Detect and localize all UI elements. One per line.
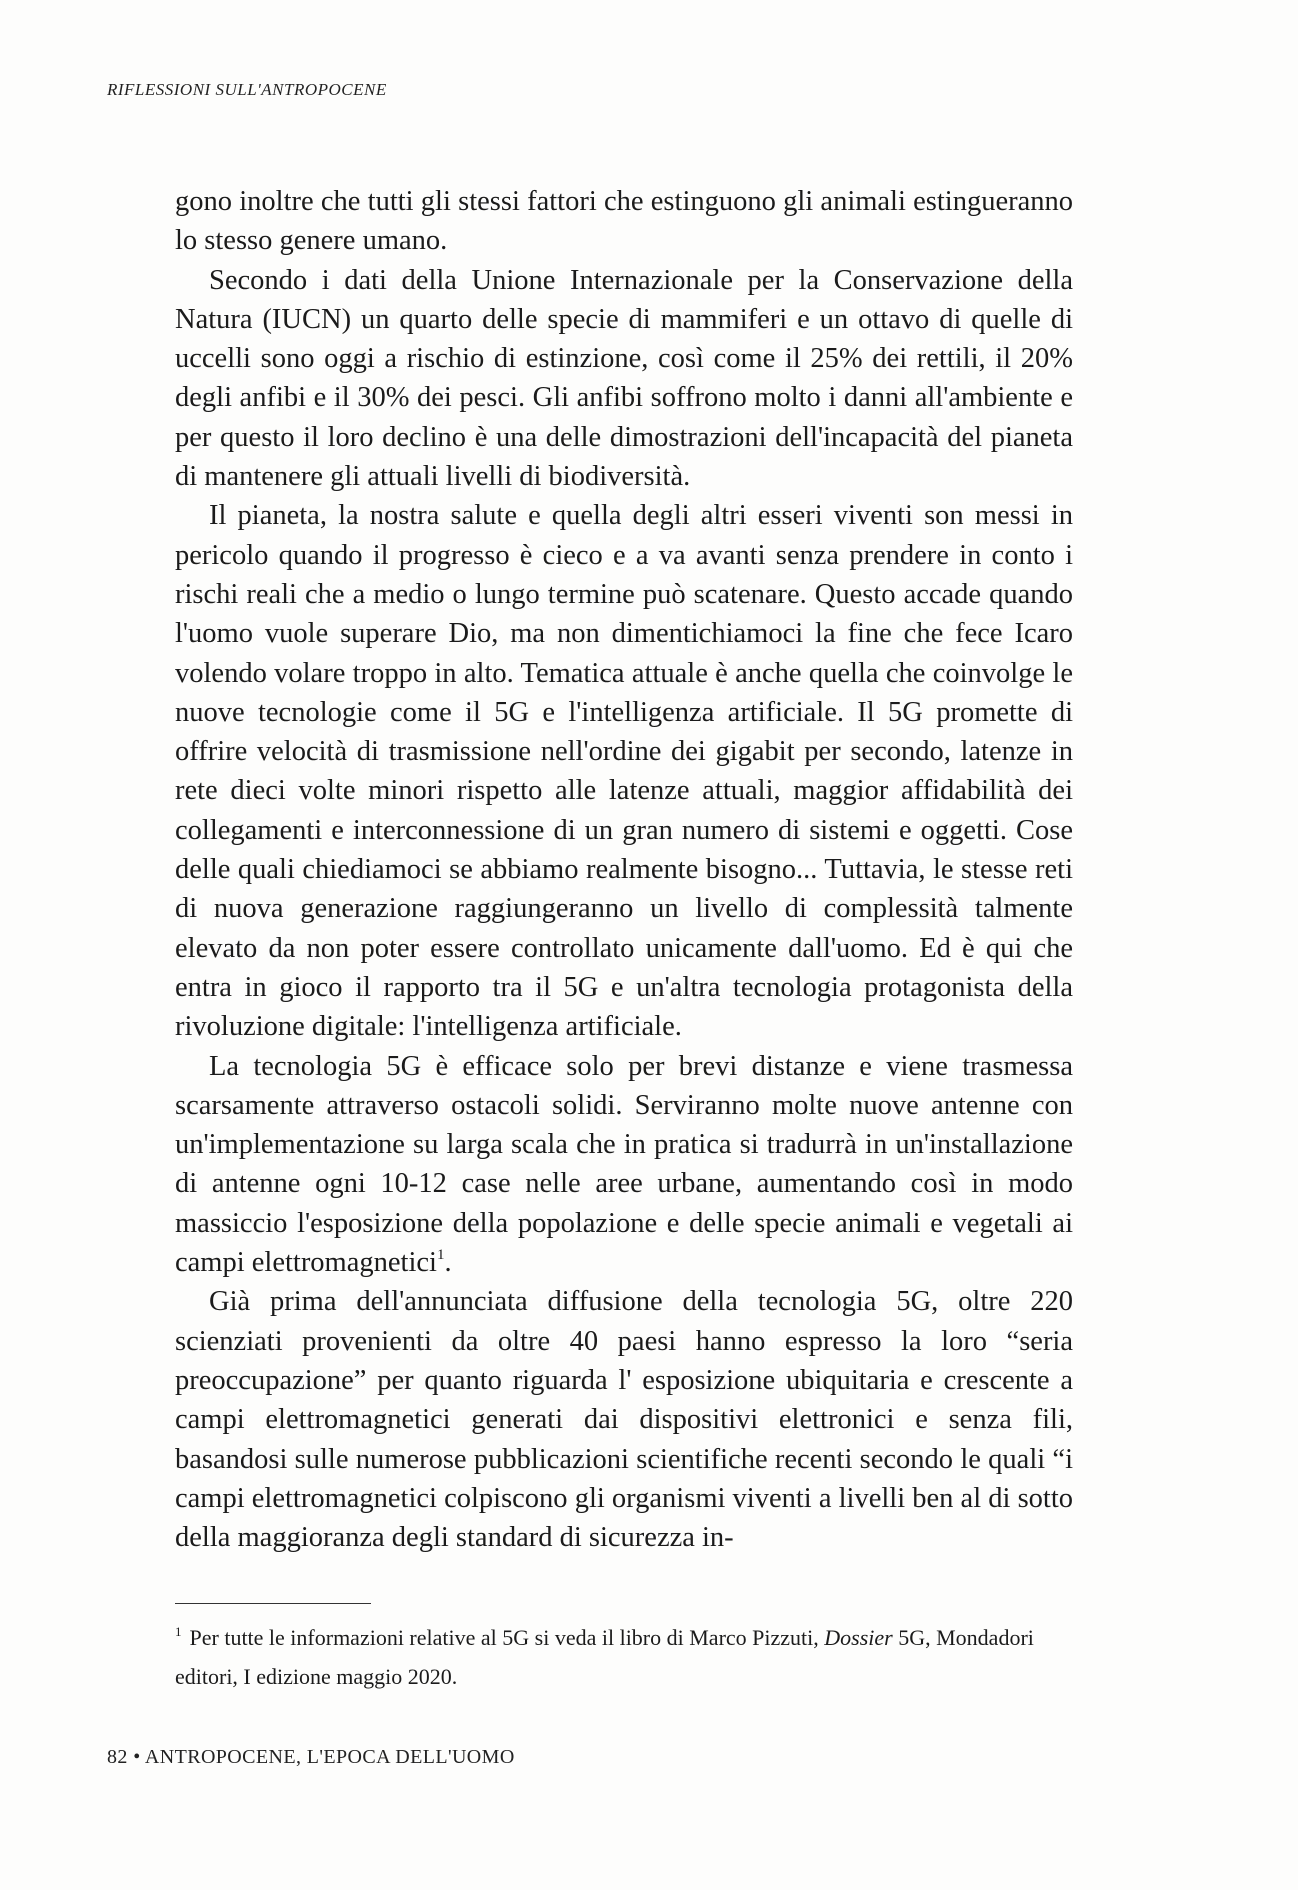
- body-text: [175, 182, 1073, 1557]
- paragraph-4-end: .: [444, 1247, 452, 1279]
- footnote-divider: [175, 1603, 371, 1604]
- paragraph-1: gono inoltre che tutti gli stessi fattori che estinguono gli animali estingueranno lo stesso genere umano.: [175, 186, 1073, 257]
- paragraph-3: Il pianeta, la nostra salute e quella degli altri esseri viventi son messi in pericolo quando il progresso è cieco e a va avanti senza prendere in conto i rischi reali che a medio o lungo termine può scatenare. Questo accade quando l'uomo vuole superare Dio, ma non dimentichiamoci la fine che fece Icaro volendo volare troppo in alto. Tematica attuale è anche quella che coinvolge le nuove tecnologie come il 5G e l'intelligenza artificiale. Il 5G promette di offrire velocità di trasmissione nell'ordine dei gigabit per secondo, latenze in rete dieci volte minori rispetto alle latenze attuali, maggior affidabilità dei collegamenti e interconnessione di un gran numero di sistemi e oggetti. Cose delle quali chiediamoci se abbiamo realmente bisogno... Tuttavia, le stesse reti di nuova generazione raggiungeranno un livello di complessità talmente elevato da non poter essere controllato unicamente dall'uomo. Ed è qui che entra in gioco il rapporto tra il 5G e un'altra tecnologia protagonista della rivoluzione digitale: l'intelligenza artificiale.: [175, 500, 1073, 1043]
- footnote-book-title: Dossier: [824, 1625, 893, 1650]
- paragraph-4: [175, 1047, 1073, 1283]
- page-footer: 82 • ANTROPOCENE, L'EPOCA DELL'UOMO: [107, 1746, 515, 1768]
- paragraph-4-text: La tecnologia 5G è efficace solo per brevi distanze e viene trasmessa scarsamente attraverso ostacoli solidi. Serviranno molte nuove antenne con un'implementazione su larga scala che in pratica si tradurrà in un'installazione di antenne ogni 10-12 case nelle aree urbane, aumentando così in modo massiccio l'esposizione della popolazione e delle specie animali e vegetali ai campi elettromagnetici: [175, 1050, 1073, 1279]
- footnote-reference: 1: [436, 1247, 445, 1264]
- footnote: [175, 1618, 1073, 1696]
- running-head: RIFLESSIONI SULL'ANTROPOCENE: [107, 80, 387, 99]
- footnote-text-before: Per tutte le informazioni relative al 5G si veda il libro di Marco Pizzuti,: [189, 1625, 825, 1650]
- footnote-text-after: 5G, Mondadori editori, I edizione maggio 2020.: [175, 1625, 1034, 1689]
- paragraph-2: Secondo i dati della Unione Internazionale per la Conservazione della Natura (IUCN) un quarto delle specie di mammiferi e un ottavo di quelle di uccelli sono oggi a rischio di estinzione, così come il 25% dei rettili, il 20% degli anfibi e il 30% dei pesci. Gli anfibi soffrono molto i danni all'ambiente e per questo il loro declino è una delle dimostrazioni dell'incapacità del pianeta di mantenere gli attuali livelli di biodiversità.: [175, 264, 1073, 493]
- paragraph-5: Già prima dell'annunciata diffusione della tecnologia 5G, oltre 220 scienziati provenienti da oltre 40 paesi hanno espresso la loro “seria preoccupazione” per quanto riguarda l' esposizione ubiquitaria e crescente a campi elettromagnetici generati dai dispositivi elettronici e senza fili, basandosi sulle numerose pubblicazioni scientifiche recenti secondo le quali “i campi elettromagnetici colpiscono gli organismi viventi a livelli ben al di sotto della maggioranza degli standard di sicurezza in-: [175, 1286, 1073, 1554]
- footnote-mark: 1: [175, 1624, 182, 1639]
